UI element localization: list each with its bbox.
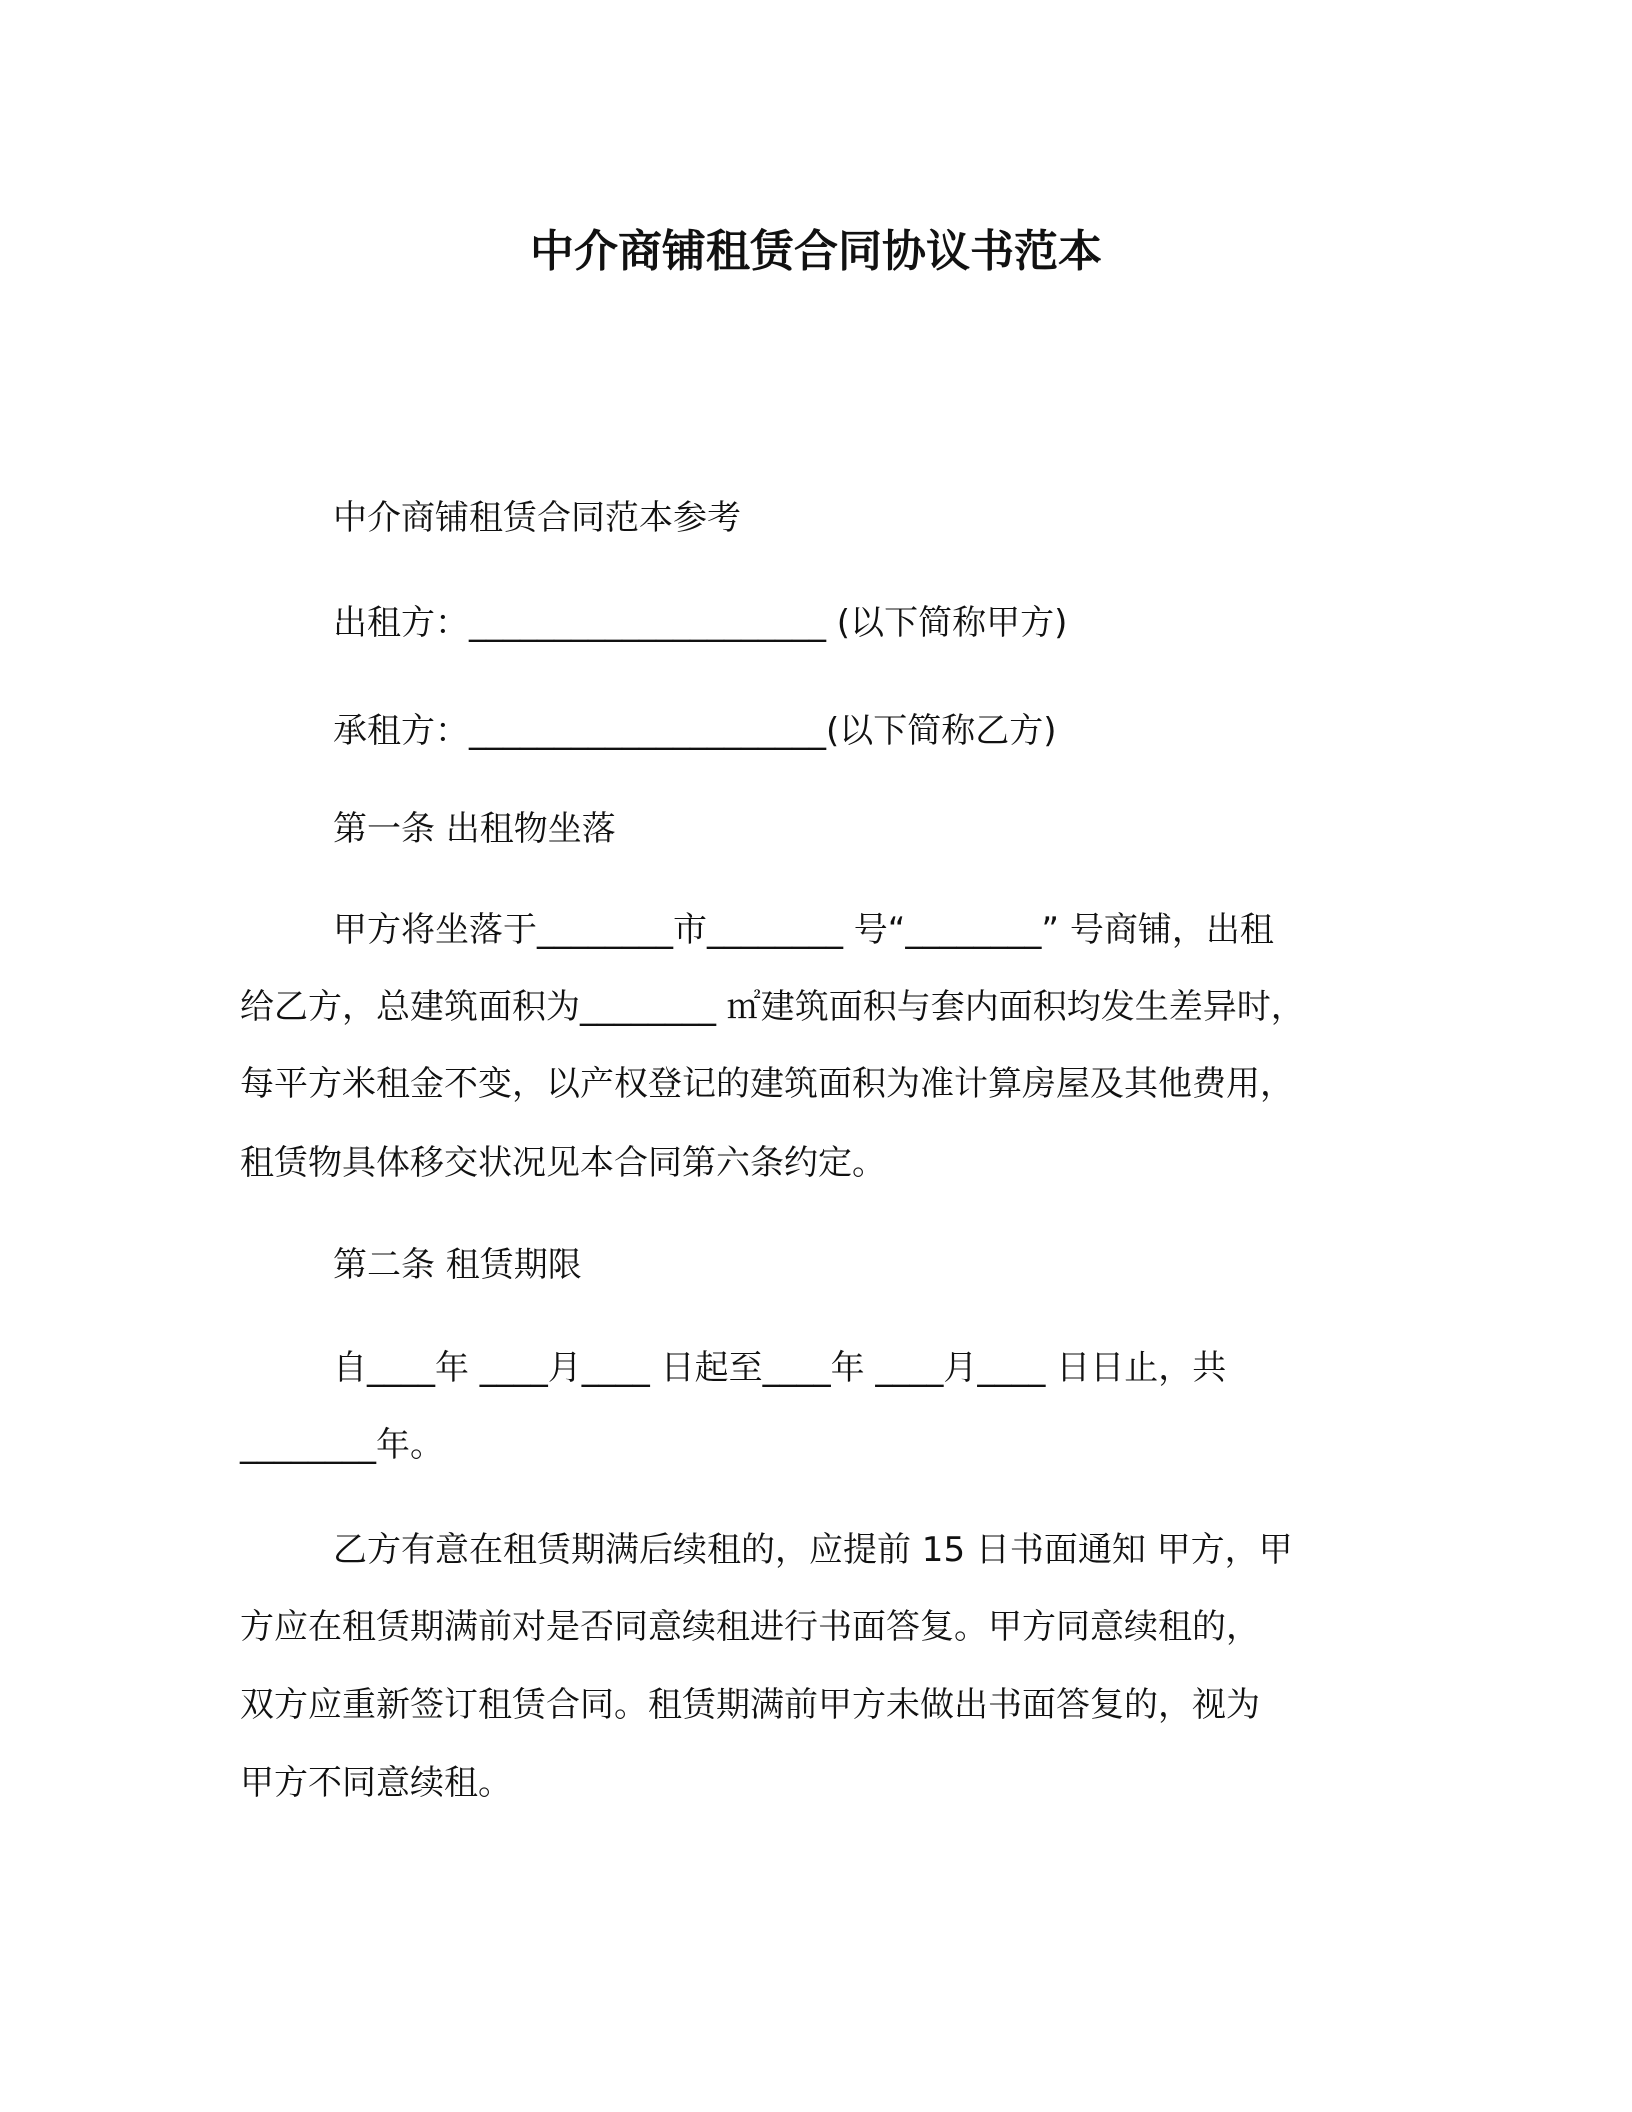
article2-renewal-line: 乙方有意在租赁期满后续租的，应提前 15 日书面通知 甲方，甲 xyxy=(333,1530,1293,1570)
document-subtitle: 中介商铺租赁合同范本参考 xyxy=(333,498,741,538)
article2-renewal-line: 双方应重新签订租赁合同。租赁期满前甲方未做出书面答复的，视为 xyxy=(240,1685,1260,1725)
article2-renewal-line: 方应在租赁期满前对是否同意续租进行书面答复。甲方同意续租的， xyxy=(240,1607,1260,1647)
document-title: 中介商铺租赁合同协议书范本 xyxy=(530,226,1102,277)
article1-line: 给乙方，总建筑面积为________ ㎡建筑面积与套内面积均发生差异时， xyxy=(240,987,1305,1027)
article1-heading: 第一条 出租物坐落 xyxy=(333,809,616,849)
article2-heading: 第二条 租赁期限 xyxy=(333,1245,582,1285)
lessee-line: 承租方：_____________________(以下简称乙方) xyxy=(333,711,1057,751)
article2-renewal-line: 甲方不同意续租。 xyxy=(240,1763,512,1803)
article1-line: 甲方将坐落于________市________ 号“________” 号商铺，出租 xyxy=(333,910,1274,950)
lessor-line: 出租方：_____________________ (以下简称甲方) xyxy=(333,603,1068,643)
article2-period-line: ________年。 xyxy=(240,1425,444,1465)
article1-line: 租赁物具体移交状况见本合同第六条约定。 xyxy=(240,1143,886,1183)
article2-period-line: 自____年 ____月____ 日起至____年 ____月____ 日日止，共 xyxy=(333,1348,1227,1388)
article1-line: 每平方米租金不变，以产权登记的建筑面积为准计算房屋及其他费用， xyxy=(240,1064,1294,1104)
